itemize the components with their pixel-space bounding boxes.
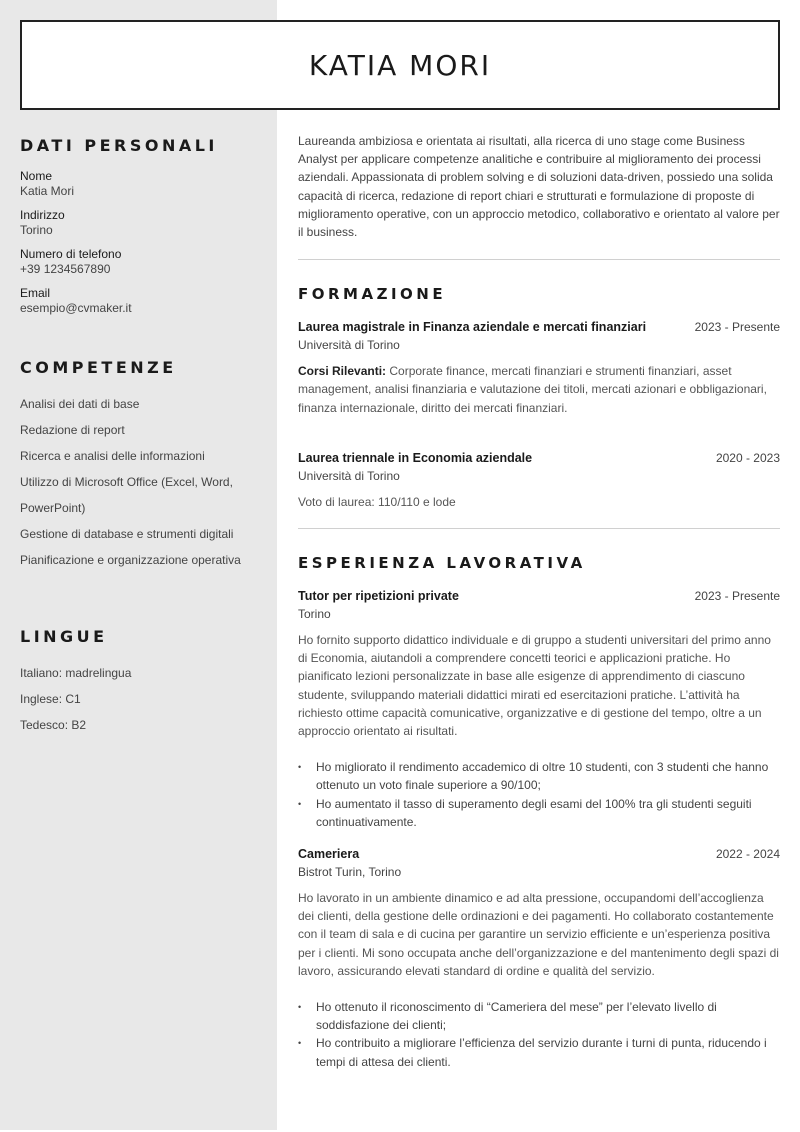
header (20, 20, 780, 110)
relevant-courses (298, 362, 780, 417)
achievement-list (298, 998, 780, 1071)
skill-item: Pianificazione e organizzazione operativa (20, 553, 241, 567)
skill-item: Redazione di report (20, 423, 125, 437)
job-description: Ho lavorato in un ambiente dinamico e ad alta pressione, occupandomi dell’accoglienza dei clienti, della gestione delle ordinazioni e dei pagamenti. Ho collaborato costantemente con il team di sala e di cucina per garantire un servizio efficiente e un’esperienza positiva per i clienti. Mi sono occupata anche dell’organizzazione e del mantenimento degli spazi di lavoro, assicurando elevati standard di ordine e qualità del servizio. (298, 891, 779, 978)
graduation-grade: Voto di laurea: 110/110 e lode (298, 494, 456, 509)
field-label: Nome (20, 169, 53, 183)
personal-data-section (20, 136, 260, 316)
date-range: 2023 - Presente (694, 589, 780, 604)
sidebar (20, 136, 260, 738)
experience-entry (298, 845, 780, 1071)
education-entry (298, 318, 780, 417)
achievement-item: • Ho migliorato il rendimento accademico di oltre 10 studenti, con 3 studenti che hanno ottenuto un voto finale superiore a 90/100; (298, 758, 780, 794)
field-value: +39 1234567890 (20, 262, 111, 276)
section-title-experience: ESPERIENZA LAVORATIVA (298, 554, 586, 573)
skill-item: PowerPoint) (20, 501, 86, 515)
field-name (20, 169, 260, 199)
education-entry (298, 449, 780, 511)
divider (298, 259, 780, 260)
job-location: Bistrot Turin, Torino (298, 865, 402, 880)
achievement-item: • Ho aumentato il tasso di superamento degli esami del 100% tra gli studenti seguiti continuativamente. (298, 795, 780, 831)
job-title: Cameriera (298, 847, 360, 862)
courses-label: Corsi Rilevanti: (298, 364, 387, 379)
language-item: Inglese: C1 (20, 692, 81, 706)
date-range: 2022 - 2024 (715, 847, 780, 862)
achievement-item: • Ho contribuito a migliorare l’efficienza del servizio durante i turni di punta, riducendo i tempi di attesa dei clienti. (298, 1034, 780, 1070)
degree-title: Laurea magistrale in Finanza aziendale e mercati finanziari (298, 320, 647, 335)
achievement-list (298, 758, 780, 831)
field-label: Email (20, 286, 51, 300)
candidate-name: KATIA MORI (308, 48, 492, 82)
main-content (298, 132, 780, 1071)
job-description: Ho fornito supporto didattico individuale e di gruppo a studenti universitari del primo anno di Economia, aiutandoli a comprendere concetti teorici e applicazioni pratiche. Ho pianificato lezioni personalizzate in base alle esigenze di apprendimento di ciascuno studente, sviluppando materiali didattici mirati ed esercitazioni pratiche. L’attività ha richiesto ottime capacità comunicative, organizzative e di gestione del tempo, oltre a un approccio orientato ai risultati. (298, 633, 771, 739)
skills-section (20, 358, 260, 573)
date-range: 2023 - Presente (694, 320, 780, 335)
degree-title: Laurea triennale in Economia aziendale (298, 450, 533, 465)
experience-entry (298, 587, 780, 831)
field-label: Indirizzo (20, 208, 65, 222)
profile-summary: Laureanda ambiziosa e orientata ai risultati, alla ricerca di uno stage come Business Analyst per applicare competenze analitiche e contribuire al miglioramento dei processi aziendali. Appassionata di problem solving e di soluzioni data-driven, possiedo una solida capacità di ricerca, redazione di report chiari e strutturati e formulazione di proposte di miglioramento operative, con un approccio metodico, collaborativo e orientato al valore per il business. (298, 134, 780, 240)
field-phone (20, 247, 260, 277)
skill-item: Gestione di database e strumenti digitali (20, 527, 234, 541)
language-item: Tedesco: B2 (20, 718, 87, 732)
field-value: Katia Mori (20, 184, 75, 198)
education-section (298, 285, 780, 511)
language-item: Italiano: madrelingua (20, 666, 132, 680)
field-value: Torino (20, 223, 53, 237)
job-location: Torino (298, 607, 331, 622)
skill-item: Utilizzo di Microsoft Office (Excel, Word, (20, 475, 233, 489)
email-link[interactable]: esempio@cvmaker.it (20, 301, 132, 315)
section-title-education: FORMAZIONE (298, 285, 447, 304)
skill-item: Ricerca e analisi delle informazioni (20, 449, 205, 463)
achievement-item: • Ho ottenuto il riconoscimento di “Cameriera del mese” per l’elevato livello di soddisfazione dei clienti; (298, 998, 780, 1034)
divider (298, 528, 780, 529)
experience-section (298, 554, 780, 1071)
job-title: Tutor per ripetizioni private (298, 589, 459, 604)
field-email (20, 286, 260, 316)
skill-item: Analisi dei dati di base (20, 397, 140, 411)
courses-text: Corporate finance, mercati finanziari e strumenti finanziari, asset management, analisi finanziaria e valutazione dei titoli, mercati azionari e obbligazionari, finanza internazionale, diritto dei mercati finanziari. (298, 364, 767, 415)
date-range: 2020 - 2023 (715, 450, 780, 465)
section-title-languages: LINGUE (20, 627, 108, 646)
section-title-personal: DATI PERSONALI (20, 136, 218, 155)
institution: Università di Torino (298, 468, 400, 483)
section-title-skills: COMPETENZE (20, 358, 177, 377)
languages-section (20, 627, 260, 738)
institution: Università di Torino (298, 338, 400, 353)
field-address (20, 208, 260, 238)
field-label: Numero di telefono (20, 247, 122, 261)
